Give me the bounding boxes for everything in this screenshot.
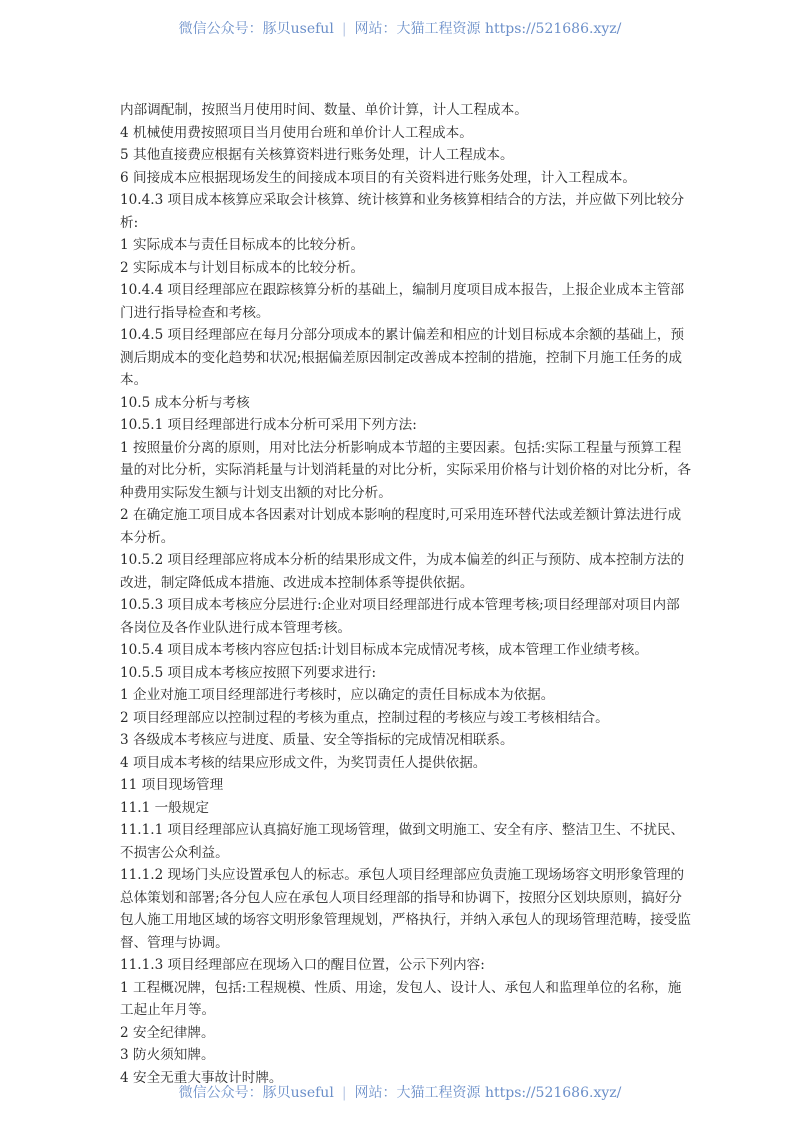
text-line: 11.1.1 项目经理部应认真搞好施工现场管理，做到文明施工、安全有序、整洁卫生、不扰民、 xyxy=(120,822,685,838)
text-line: 10.5.1 项目经理部进行成本分析可采用下列方法: xyxy=(120,417,417,433)
text-line: 析: xyxy=(120,214,139,231)
text-line: 3 防火须知牌。 xyxy=(120,1047,215,1063)
text-line: 不损害公众利益。 xyxy=(120,844,229,861)
footer-watermark xyxy=(0,1082,800,1102)
header-watermark xyxy=(0,18,800,38)
text-line: 3 各级成本考核应与进度、质量、安全等指标的完成情况相联系。 xyxy=(120,732,514,748)
text-line: 4 项目成本考核的结果应形成文件，为奖罚责任人提供依据。 xyxy=(120,754,487,771)
text-line: 各岗位及各作业队进行成本管理考核。 xyxy=(120,619,352,636)
text-line: 1 按照量价分离的原则，用对比法分析影响成本节超的主要因素。包括:实际工程量与预算工程 xyxy=(120,439,682,456)
text-line: 4 机械使用费按照项目当月使用台班和单价计人工程成本。 xyxy=(120,124,473,141)
text-line: 总体策划和部署;各分包人应在承包人项目经理部的指导和协调下，按照分区划块原则，搞好分 xyxy=(120,889,682,906)
footer-site-text: 网站：大猫工程资源 https://521686.xyz/ xyxy=(354,1085,622,1101)
text-line: 本分析。 xyxy=(120,529,175,546)
text-line: 门进行指导检查和考核。 xyxy=(120,304,270,321)
text-line: 10.5.4 项目成本考核内容应包括:计划目标成本完成情况考核，成本管理工作业绩考核。 xyxy=(120,642,648,658)
text-line: 10.5 成本分析与考核 xyxy=(120,394,250,411)
text-line: 种费用实际发生额与计划支出额的对比分析。 xyxy=(120,484,392,501)
footer-wechat-text: 微信公众号：豚贝useful xyxy=(178,1085,334,1101)
header-separator: | xyxy=(341,21,347,37)
text-line: 包人施工用地区域的场容文明形象管理规划，严格执行，并纳入承包人的现场管理范畴，接受监 xyxy=(120,912,691,928)
text-line: 改进，制定降低成本措施、改进成本控制体系等提供依据。 xyxy=(120,574,474,591)
text-line: 10.5.3 项目成本考核应分层进行:企业对项目经理部进行成本管理考核;项目经理部对项目内部 xyxy=(120,597,680,613)
footer-separator: | xyxy=(341,1085,347,1101)
text-line: 2 在确定施工项目成本各因素对计划成本影响的程度时,可采用连环替代法或差额计算法进行成 xyxy=(120,507,682,523)
text-line: 2 项目经理部应以控制过程的考核为重点，控制过程的考核应与竣工考核相结合。 xyxy=(120,709,609,726)
text-line: 督、管理与协调。 xyxy=(120,934,229,951)
header-wechat-text: 微信公众号：豚贝useful xyxy=(178,21,334,37)
text-line: 10.5.2 项目经理部应将成本分析的结果形成文件，为成本偏差的纠正与预防、成本控制方法的 xyxy=(120,552,685,568)
text-line: 1 企业对施工项目经理部进行考核时，应以确定的责任目标成本为依据。 xyxy=(120,687,555,703)
text-line: 1 实际成本与责任目标成本的比较分析。 xyxy=(120,237,365,253)
text-line: 10.5.5 项目成本考核应按照下列要求进行: xyxy=(120,664,377,681)
text-line: 工起止年月等。 xyxy=(120,1002,216,1018)
text-line: 1 工程概况牌，包括:工程规模、性质、用途，发包人、设计人、承包人和监理单位的名称，施 xyxy=(120,979,682,996)
text-line: 6 间接成本应根据现场发生的间接成本项目的有关资料进行账务处理，计入工程成本。 xyxy=(120,169,636,186)
text-line: 11 项目现场管理 xyxy=(120,777,224,793)
document-body xyxy=(120,99,690,1089)
text-line: 11.1 一般规定 xyxy=(120,799,209,816)
text-line: 5 其他直接费应根据有关核算资料进行账务处理，计人工程成本。 xyxy=(120,147,514,163)
text-line: 量的对比分析，实际消耗量与计划消耗量的对比分析，实际采用价格与计划价格的对比分析，各 xyxy=(120,462,691,478)
text-line: 2 实际成本与计划目标成本的比较分析。 xyxy=(120,259,365,276)
text-line: 2 安全纪律牌。 xyxy=(120,1024,215,1041)
text-line: 11.1.2 现场门头应设置承包人的标志。承包人项目经理部应负责施工现场场容文明形象管理的 xyxy=(120,867,685,883)
text-line: 4 安全无重大事故计时牌。 xyxy=(120,1069,283,1086)
header-site-text: 网站：大猫工程资源 https://521686.xyz/ xyxy=(354,21,622,37)
text-line: 10.4.3 项目成本核算应采取会计核算、统计核算和业务核算相结合的方法，并应做下列比较分 xyxy=(120,192,685,208)
text-line: 11.1.3 项目经理部应在现场入口的醒目位置，公示下列内容: xyxy=(120,957,485,973)
text-line: 内部调配制，按照当月使用时间、数量、单价计算，计人工程成本。 xyxy=(120,102,528,118)
text-line: 本。 xyxy=(120,372,148,388)
text-line: 10.4.4 项目经理部应在跟踪核算分析的基础上，编制月度项目成本报告，上报企业成本主管部 xyxy=(120,282,685,298)
text-line: 测后期成本的变化趋势和状况;根据偏差原因制定改善成本控制的措施，控制下月施工任务的成 xyxy=(120,349,682,366)
text-line: 10.4.5 项目经理部应在每月分部分项成本的累计偏差和相应的计划目标成本余额的基础上，预 xyxy=(120,327,685,343)
